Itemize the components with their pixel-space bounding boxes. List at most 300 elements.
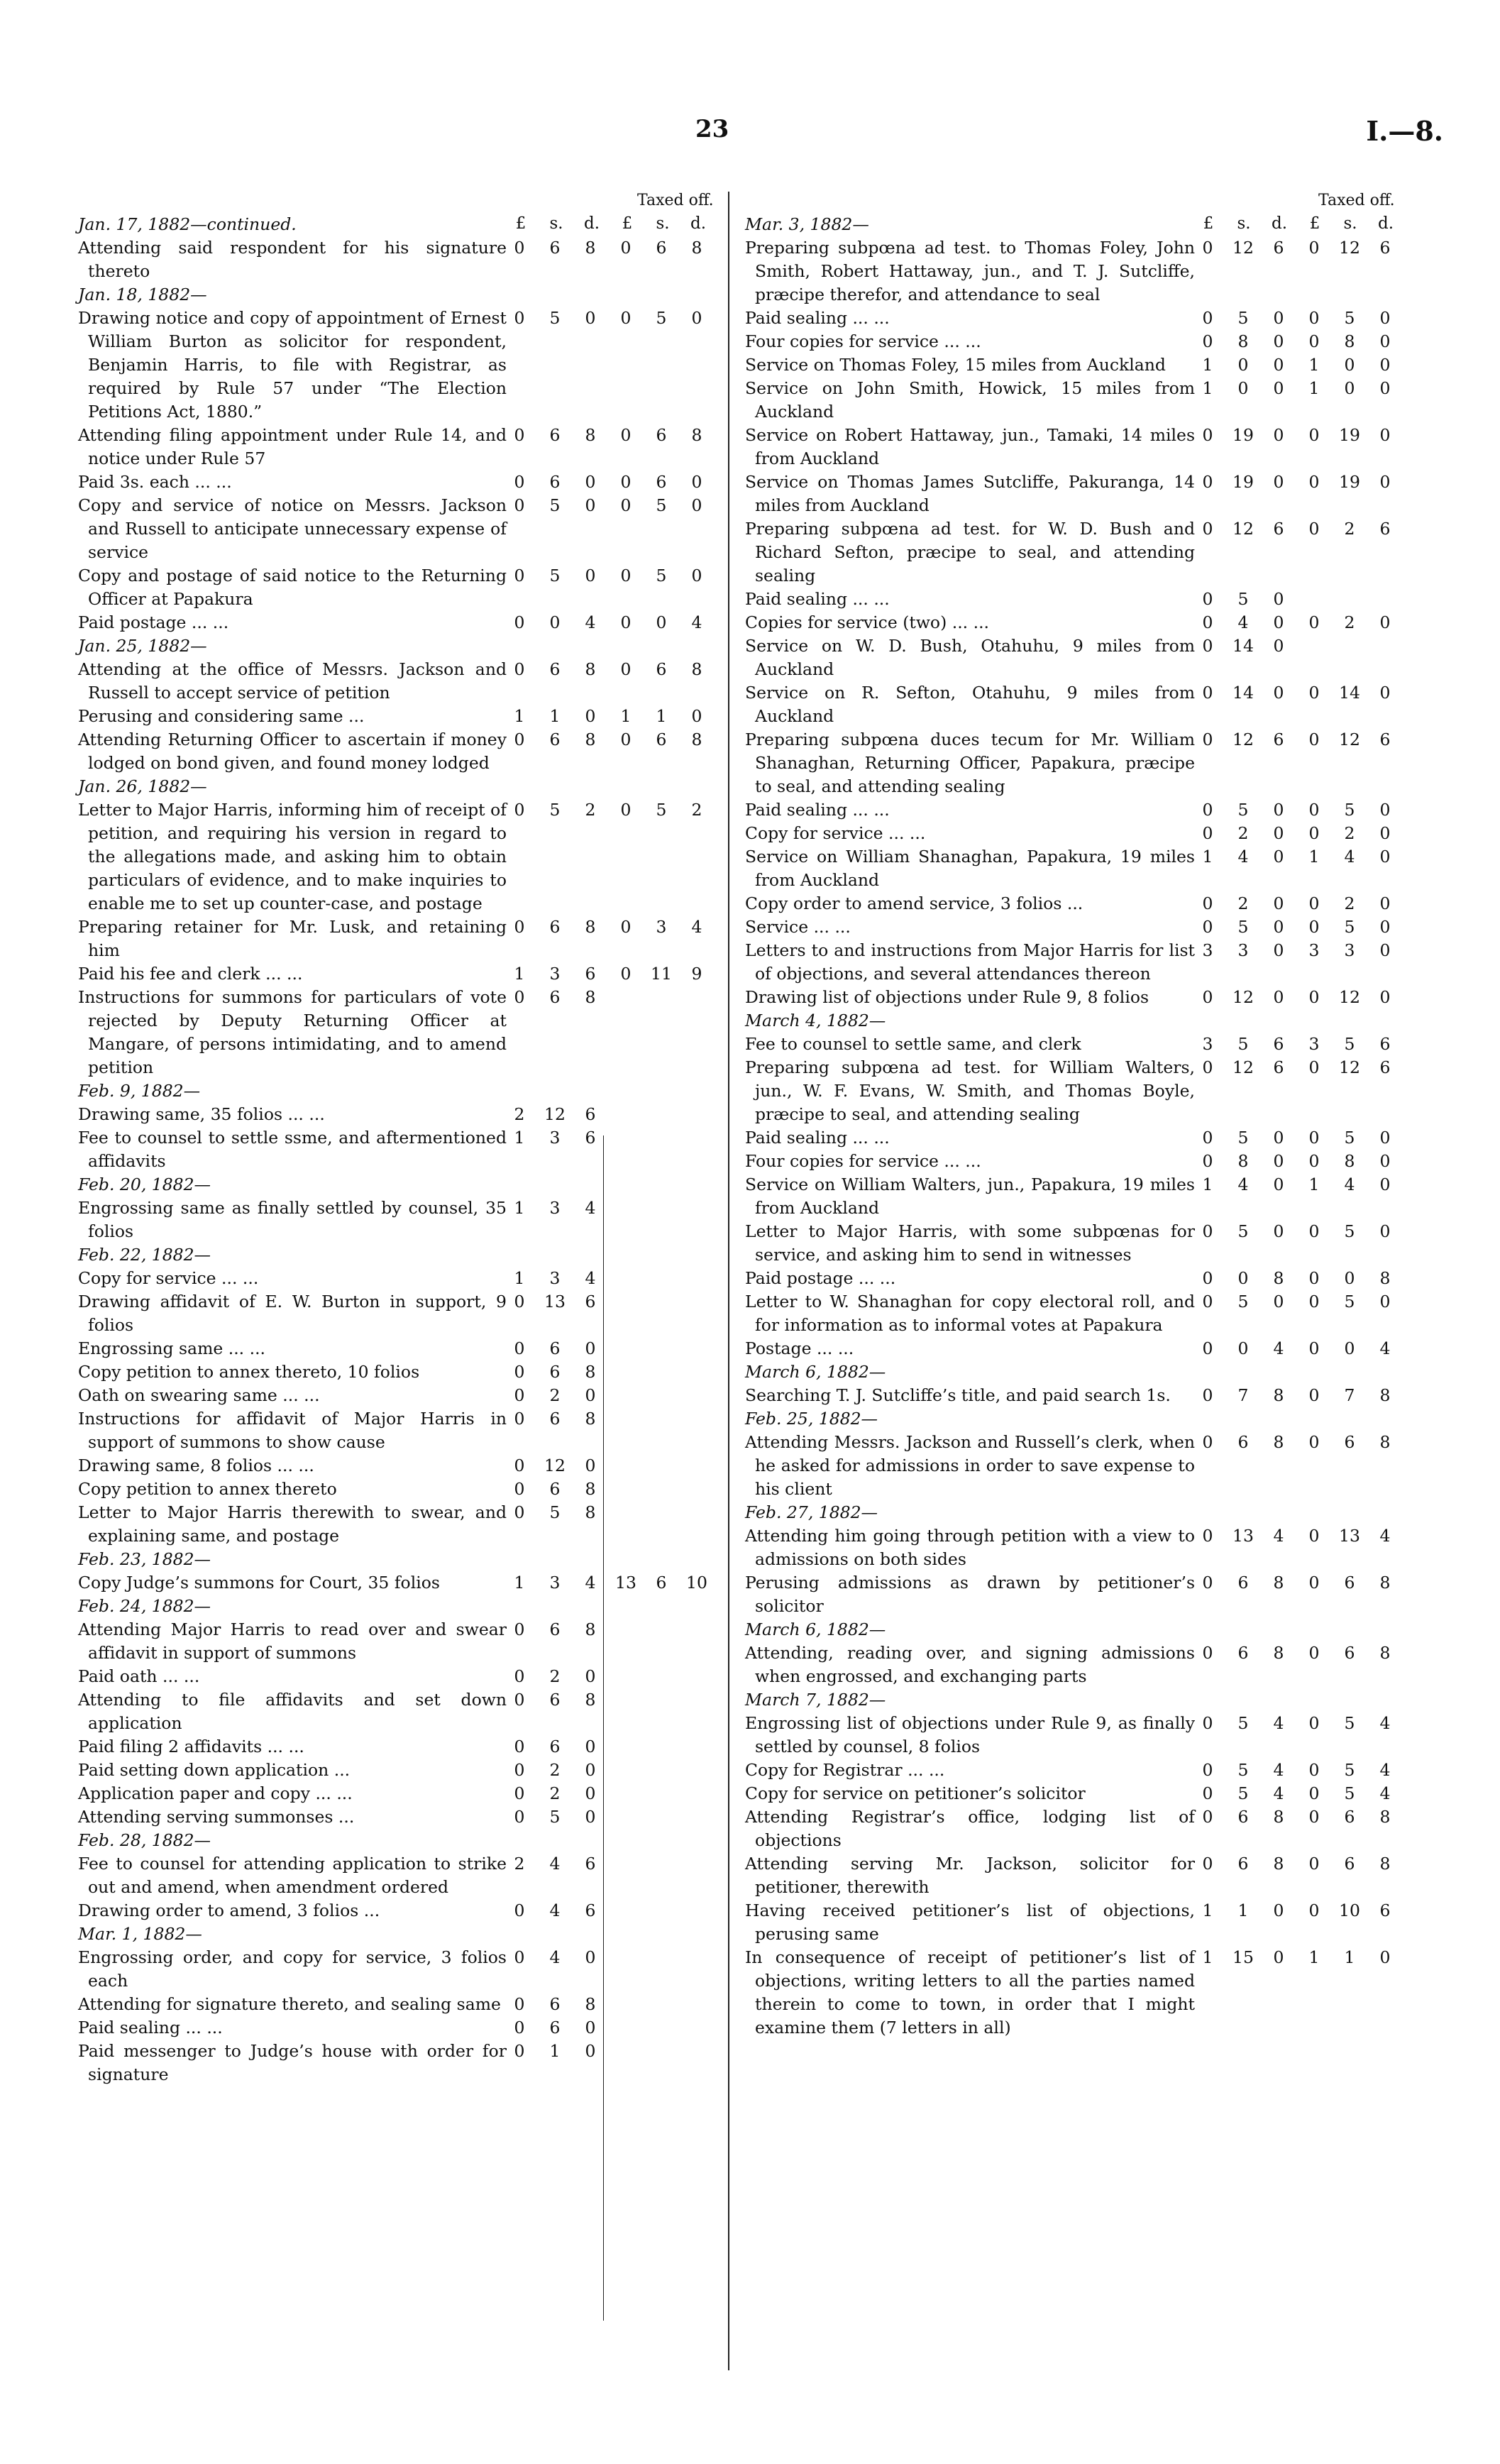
amount-shillings: 19 xyxy=(1232,425,1254,445)
entry-description: Paid messenger to Judge’s house with order for signature xyxy=(78,2041,507,2084)
entry-description: Having received petitioner’s list of objections, perusing same xyxy=(745,1901,1195,1944)
amount-pence: 0 xyxy=(1273,308,1284,328)
date-heading xyxy=(745,1407,1419,1431)
amount-pounds: 0 xyxy=(514,1666,525,1686)
entry-amounts xyxy=(1195,424,1408,447)
taxed-shillings: 4 xyxy=(1344,1175,1355,1194)
amount-pounds: 0 xyxy=(1202,1760,1213,1780)
amount-pence: 4 xyxy=(585,1573,596,1593)
amount-pounds: 1 xyxy=(514,1573,525,1593)
date-heading xyxy=(78,1595,717,1618)
entry-description: Engrossing order, and copy for service, 3 folios each xyxy=(78,1947,507,1991)
pound-heading: £ xyxy=(1309,214,1320,233)
taxed-shillings: 5 xyxy=(1344,1713,1355,1733)
taxed-pounds: 0 xyxy=(620,308,632,328)
taxed-shillings: 6 xyxy=(656,425,667,445)
taxed-shillings: 12 xyxy=(1339,238,1360,258)
taxed-pounds: 0 xyxy=(1308,1432,1320,1452)
ledger-entry xyxy=(745,892,1419,915)
entry-amounts xyxy=(1195,634,1408,658)
amount-pence: 6 xyxy=(585,1292,596,1311)
taxed-pounds: 1 xyxy=(1308,847,1320,867)
ledger-entry xyxy=(745,1173,1419,1220)
taxed-shillings: 3 xyxy=(1344,940,1355,960)
amount-shillings: 1 xyxy=(549,706,561,726)
entry-description: Copies for service (two) ... ... xyxy=(745,612,990,632)
entry-description: Fee to counsel to settle ssme, and aftermentioned affidavits xyxy=(78,1128,507,1171)
amount-pence: 0 xyxy=(1273,472,1284,492)
ledger-entry xyxy=(745,1946,1419,2040)
ledger-entry xyxy=(78,658,717,705)
amount-shillings: 6 xyxy=(549,1619,561,1639)
amount-pounds: 0 xyxy=(1202,893,1213,913)
amount-pounds: 0 xyxy=(1202,238,1213,258)
entry-description: Service on William Shanaghan, Papakura, 19 miles from Auckland xyxy=(745,847,1195,890)
amount-shillings: 5 xyxy=(1237,589,1249,609)
ledger-entry xyxy=(745,634,1419,681)
entry-description: Four copies for service ... ... xyxy=(745,1151,981,1171)
amount-shillings: 6 xyxy=(549,1338,561,1358)
amount-pounds: 0 xyxy=(1202,1385,1213,1405)
entry-amounts xyxy=(507,236,719,260)
shilling-heading: s. xyxy=(1237,214,1251,233)
taxed-pence: 8 xyxy=(1379,1807,1391,1827)
entry-amounts xyxy=(507,1993,719,2016)
amount-pounds: 0 xyxy=(514,800,525,820)
date-text: Feb. 24, 1882— xyxy=(78,1596,211,1616)
ledger-entry xyxy=(745,588,1419,611)
entry-description: Copy order to amend service, 3 folios ... xyxy=(745,893,1083,913)
ledger-entry xyxy=(745,353,1419,377)
entry-amounts xyxy=(1195,1431,1408,1454)
amount-shillings: 12 xyxy=(1232,987,1254,1007)
entry-description: Copy for service ... ... xyxy=(78,1268,259,1288)
date-text: March 6, 1882— xyxy=(745,1362,886,1382)
amount-shillings: 5 xyxy=(1237,1760,1249,1780)
taxed-pounds: 0 xyxy=(620,425,632,445)
ledger-entry xyxy=(745,1712,1419,1759)
taxed-off-heading-right: Taxed off. xyxy=(1318,192,1395,209)
entry-amounts xyxy=(1195,1033,1408,1056)
ledger-entry xyxy=(745,845,1419,892)
entry-amounts xyxy=(1195,1805,1408,1829)
amount-pence: 0 xyxy=(585,1456,596,1475)
taxed-shillings: 5 xyxy=(1344,917,1355,937)
entry-amounts xyxy=(507,1360,719,1384)
amount-pence: 0 xyxy=(585,2018,596,2037)
entry-description: Service on John Smith, Howick, 15 miles from Auckland xyxy=(745,378,1195,422)
taxed-pounds: 0 xyxy=(620,472,632,492)
taxed-shillings: 6 xyxy=(1344,1807,1355,1827)
entry-description: Copy Judge’s summons for Court, 35 folios xyxy=(78,1573,440,1593)
amount-shillings: 5 xyxy=(549,566,561,585)
entry-description: Paid sealing ... ... xyxy=(745,589,890,609)
taxed-pence: 0 xyxy=(1379,800,1391,820)
entry-description: Paid setting down application ... xyxy=(78,1760,351,1780)
amount-pounds: 0 xyxy=(1202,331,1213,351)
taxed-pence: 4 xyxy=(691,612,702,632)
taxed-shillings: 6 xyxy=(656,659,667,679)
entry-description: Letter to Major Harris, informing him of receipt of petition, and requiring his version in regard to the allegations made, and asking him to obtain particulars of evidence, and to make inquiries to enable me to set up counter-case, and postage xyxy=(78,800,507,913)
taxed-pounds: 0 xyxy=(1308,1760,1320,1780)
entry-amounts xyxy=(507,1946,719,1969)
entry-amounts xyxy=(507,1899,719,1923)
entry-description: Instructions for summons for particulars of vote rejected by Deputy Returning Officer at Mangare, of persons intimidating, and to amend petition xyxy=(78,987,507,1077)
page-number: 23 xyxy=(695,115,729,143)
amount-pence: 0 xyxy=(1273,378,1284,398)
entry-amounts xyxy=(1195,1337,1408,1360)
entry-amounts xyxy=(1195,681,1408,705)
entry-amounts xyxy=(1195,892,1408,915)
amount-pence: 0 xyxy=(585,1666,596,1686)
taxed-pence: 0 xyxy=(1379,940,1391,960)
amount-shillings: 5 xyxy=(549,495,561,515)
amount-pence: 0 xyxy=(1273,1947,1284,1967)
entry-amounts xyxy=(507,2016,719,2040)
taxed-shillings: 12 xyxy=(1339,987,1360,1007)
entry-amounts xyxy=(507,705,719,728)
date-text: Jan. 18, 1882— xyxy=(78,285,207,304)
taxed-shillings: 7 xyxy=(1344,1385,1355,1405)
amount-pence: 6 xyxy=(585,1128,596,1148)
entry-description: Preparing subpœna ad test. for W. D. Bush and Richard Sefton, præcipe to seal, and attending sealing xyxy=(745,519,1195,585)
entry-description: Attending said respondent for his signature thereto xyxy=(78,238,507,281)
entry-description: Attending Major Harris to read over and swear affidavit in support of summons xyxy=(78,1619,507,1663)
entry-amounts xyxy=(507,611,719,634)
ledger-entry xyxy=(745,1337,1419,1360)
taxed-pounds: 1 xyxy=(1308,1175,1320,1194)
amount-pence: 0 xyxy=(1273,425,1284,445)
amount-pence: 8 xyxy=(585,1502,596,1522)
taxed-pounds: 0 xyxy=(1308,917,1320,937)
entry-amounts xyxy=(507,1126,719,1150)
amount-pence: 0 xyxy=(585,1338,596,1358)
taxed-shillings: 5 xyxy=(1344,1034,1355,1054)
date-heading xyxy=(78,1079,717,1103)
taxed-pence: 2 xyxy=(691,800,702,820)
amount-pence: 8 xyxy=(585,987,596,1007)
amount-pounds: 0 xyxy=(514,1947,525,1967)
entry-amounts xyxy=(1195,1173,1408,1197)
ledger-entry xyxy=(78,1946,717,1993)
pence-heading: d. xyxy=(1271,214,1288,233)
entry-description: Service on William Walters, jun., Papakura, 19 miles from Auckland xyxy=(745,1175,1195,1218)
pence-heading: d. xyxy=(583,214,600,233)
amount-pence: 8 xyxy=(585,1690,596,1710)
taxed-pounds: 0 xyxy=(620,964,632,984)
entry-amounts xyxy=(507,2040,719,2063)
entry-amounts xyxy=(1195,915,1408,939)
taxed-shillings: 3 xyxy=(656,917,667,937)
entry-amounts xyxy=(1195,1267,1408,1290)
taxed-pounds: 3 xyxy=(1308,940,1320,960)
amount-pence: 0 xyxy=(1273,940,1284,960)
entry-amounts xyxy=(1195,1571,1408,1595)
entry-amounts xyxy=(507,1759,719,1782)
ledger-entry xyxy=(78,1571,717,1595)
entry-description: Service on Thomas James Sutcliffe, Pakuranga, 14 miles from Auckland xyxy=(745,472,1195,515)
taxed-pence: 4 xyxy=(691,917,702,937)
date-heading xyxy=(78,213,717,236)
amount-pounds: 0 xyxy=(514,1690,525,1710)
taxed-pence: 0 xyxy=(691,706,702,726)
entry-amounts xyxy=(507,1852,719,1876)
ledger-entry xyxy=(745,424,1419,471)
amount-pence: 0 xyxy=(585,495,596,515)
amount-pence: 4 xyxy=(1273,1713,1284,1733)
ledger-entry xyxy=(745,307,1419,330)
amount-shillings: 6 xyxy=(549,1994,561,2014)
amount-pounds: 0 xyxy=(1202,1128,1213,1148)
entry-description: Service on Robert Hattaway, jun., Tamaki, 14 miles from Auckland xyxy=(745,425,1195,468)
entry-description: Four copies for service ... ... xyxy=(745,331,981,351)
amount-shillings: 5 xyxy=(549,800,561,820)
amount-pounds: 0 xyxy=(1202,472,1213,492)
amount-pounds: 0 xyxy=(514,2041,525,2061)
amount-pence: 4 xyxy=(1273,1760,1284,1780)
amount-shillings: 13 xyxy=(1232,1526,1254,1546)
date-text: Feb. 22, 1882— xyxy=(78,1245,211,1265)
taxed-pounds: 0 xyxy=(1308,683,1320,703)
entry-amounts xyxy=(1195,353,1408,377)
amount-shillings: 0 xyxy=(1237,378,1249,398)
amount-shillings: 3 xyxy=(549,1268,561,1288)
taxed-pence: 0 xyxy=(1379,823,1391,843)
amount-shillings: 0 xyxy=(549,612,561,632)
amount-pounds: 2 xyxy=(514,1104,525,1124)
taxed-shillings: 5 xyxy=(1344,1221,1355,1241)
taxed-shillings: 2 xyxy=(1344,823,1355,843)
date-heading xyxy=(745,1360,1419,1384)
shilling-heading: s. xyxy=(1343,214,1357,233)
entry-amounts xyxy=(507,494,719,517)
taxed-pounds: 3 xyxy=(1308,1034,1320,1054)
amount-pence: 0 xyxy=(1273,917,1284,937)
amount-shillings: 6 xyxy=(549,917,561,937)
entry-description: Attending Messrs. Jackson and Russell’s clerk, when he asked for admissions in order to save expense to his client xyxy=(745,1432,1195,1499)
amount-pence: 0 xyxy=(585,1947,596,1967)
entry-description: Service on Thomas Foley, 15 miles from Auckland xyxy=(745,355,1166,375)
taxed-shillings: 10 xyxy=(1339,1901,1360,1920)
ledger-entry xyxy=(745,1759,1419,1782)
ledger-entry xyxy=(78,1805,717,1829)
amount-shillings: 4 xyxy=(549,1947,561,1967)
taxed-pounds: 0 xyxy=(1308,1128,1320,1148)
entry-amounts xyxy=(1195,939,1408,962)
entry-amounts xyxy=(507,1688,719,1712)
entry-description: Oath on swearing same ... ... xyxy=(78,1385,320,1405)
entry-description: Paid sealing ... ... xyxy=(78,2018,223,2037)
amount-shillings: 5 xyxy=(1237,800,1249,820)
entry-amounts xyxy=(1195,1712,1408,1735)
entry-amounts xyxy=(1195,1782,1408,1805)
amount-pence: 8 xyxy=(1273,1432,1284,1452)
amount-shillings: 6 xyxy=(549,425,561,445)
entry-description: Drawing same, 8 folios ... ... xyxy=(78,1456,314,1475)
amount-pence: 8 xyxy=(585,659,596,679)
amount-pounds: 0 xyxy=(1202,425,1213,445)
amount-pounds: 0 xyxy=(1202,1526,1213,1546)
taxed-shillings: 6 xyxy=(1344,1643,1355,1663)
date-heading xyxy=(745,1009,1419,1033)
taxed-pounds: 0 xyxy=(1308,308,1320,328)
amount-shillings: 5 xyxy=(1237,308,1249,328)
entry-description: Copy for Registrar ... ... xyxy=(745,1760,945,1780)
shilling-heading: s. xyxy=(549,214,563,233)
amount-shillings: 12 xyxy=(544,1456,566,1475)
amount-shillings: 14 xyxy=(1232,683,1254,703)
amount-pence: 0 xyxy=(1273,636,1284,656)
entry-description: Paid sealing ... ... xyxy=(745,308,890,328)
entry-amounts xyxy=(507,1805,719,1829)
entry-amounts xyxy=(1195,1946,1408,1969)
entry-description: Engrossing same as finally settled by counsel, 35 folios xyxy=(78,1198,507,1241)
amount-pounds: 0 xyxy=(1202,519,1213,539)
taxed-shillings: 5 xyxy=(656,308,667,328)
date-heading xyxy=(78,634,717,658)
taxed-pence: 0 xyxy=(1379,893,1391,913)
entry-description: Service on W. D. Bush, Otahuhu, 9 miles from Auckland xyxy=(745,636,1195,679)
taxed-pounds: 1 xyxy=(620,706,632,726)
taxed-shillings: 12 xyxy=(1339,730,1360,749)
amount-shillings: 19 xyxy=(1232,472,1254,492)
taxed-shillings: 0 xyxy=(1344,1268,1355,1288)
taxed-pounds: 0 xyxy=(1308,800,1320,820)
taxed-pence: 4 xyxy=(1379,1338,1391,1358)
amount-pence: 6 xyxy=(585,964,596,984)
amount-pence: 8 xyxy=(1273,1643,1284,1663)
amount-pence: 6 xyxy=(1273,1034,1284,1054)
date-heading xyxy=(745,213,1419,236)
taxed-pence: 0 xyxy=(1379,917,1391,937)
taxed-shillings: 6 xyxy=(656,1573,667,1593)
amount-pounds: 0 xyxy=(514,987,525,1007)
taxed-pence: 4 xyxy=(1379,1713,1391,1733)
amount-shillings: 1 xyxy=(549,2041,561,2061)
date-text: Feb. 28, 1882— xyxy=(78,1830,211,1850)
entry-description: Perusing and considering same ... xyxy=(78,706,365,726)
amount-pence: 8 xyxy=(585,730,596,749)
entry-description: Paid postage ... ... xyxy=(78,612,229,632)
ledger-entry xyxy=(745,1033,1419,1056)
taxed-pounds: 0 xyxy=(1308,238,1320,258)
amount-shillings: 13 xyxy=(544,1292,566,1311)
taxed-pounds: 0 xyxy=(1308,1643,1320,1663)
amount-shillings: 1 xyxy=(1237,1901,1249,1920)
taxed-shillings: 6 xyxy=(656,730,667,749)
pound-heading: £ xyxy=(515,214,526,233)
taxed-pounds: 0 xyxy=(620,917,632,937)
date-heading xyxy=(78,1548,717,1571)
taxed-pounds: 1 xyxy=(1308,1947,1320,1967)
amount-pence: 0 xyxy=(585,472,596,492)
amount-pounds: 0 xyxy=(1202,589,1213,609)
date-heading xyxy=(745,1501,1419,1524)
date-text: Feb. 20, 1882— xyxy=(78,1175,211,1194)
entry-description: Attending at the office of Messrs. Jackson and Russell to accept service of petition xyxy=(78,659,507,703)
entry-amounts xyxy=(1195,1899,1408,1923)
entry-amounts xyxy=(1195,798,1408,822)
taxed-pounds: 1 xyxy=(1308,378,1320,398)
entry-amounts xyxy=(1195,1384,1408,1407)
amount-pence: 0 xyxy=(585,706,596,726)
entry-description: Drawing list of objections under Rule 9, 8 folios xyxy=(745,987,1149,1007)
entry-amounts xyxy=(507,307,719,330)
taxed-pence: 8 xyxy=(691,238,702,258)
ledger-entry xyxy=(78,1759,717,1782)
taxed-pence: 0 xyxy=(1379,1221,1391,1241)
ledger-entry xyxy=(78,1454,717,1478)
taxed-pounds: 0 xyxy=(620,659,632,679)
ledger-entry xyxy=(78,1290,717,1337)
ledger-entry xyxy=(745,986,1419,1009)
amount-pence: 8 xyxy=(1273,1268,1284,1288)
amount-pence: 0 xyxy=(585,1385,596,1405)
ledger-entry xyxy=(745,681,1419,728)
entry-amounts xyxy=(507,1782,719,1805)
amount-pounds: 0 xyxy=(514,1737,525,1756)
entry-amounts xyxy=(507,728,719,752)
amount-pence: 8 xyxy=(585,1362,596,1382)
entry-description: Preparing retainer for Mr. Lusk, and retaining him xyxy=(78,917,507,960)
amount-pence: 0 xyxy=(1273,589,1284,609)
pence-heading: d. xyxy=(690,214,707,233)
entry-amounts xyxy=(507,1571,719,1595)
taxed-pounds: 0 xyxy=(1308,1573,1320,1593)
taxed-shillings: 6 xyxy=(1344,1854,1355,1874)
amount-pounds: 0 xyxy=(1202,1292,1213,1311)
ledger-entry xyxy=(745,1782,1419,1805)
taxed-pounds: 0 xyxy=(1308,1268,1320,1288)
ledger-entry xyxy=(78,1735,717,1759)
taxed-pounds: 0 xyxy=(1308,1713,1320,1733)
ledger-entry xyxy=(745,1384,1419,1407)
taxed-pence: 0 xyxy=(1379,378,1391,398)
ledger-entry xyxy=(745,1899,1419,1946)
amount-pence: 8 xyxy=(1273,1854,1284,1874)
ledger-entry xyxy=(78,962,717,986)
ledger-entry xyxy=(745,1805,1419,1852)
amount-pence: 6 xyxy=(585,1104,596,1124)
amount-shillings: 5 xyxy=(1237,1292,1249,1311)
ledger-entry xyxy=(78,236,717,283)
taxed-pounds: 0 xyxy=(1308,1292,1320,1311)
taxed-shillings: 6 xyxy=(1344,1573,1355,1593)
ledger-entry xyxy=(78,611,717,634)
amount-pence: 2 xyxy=(585,800,596,820)
amount-pence: 0 xyxy=(1273,1175,1284,1194)
amount-pounds: 0 xyxy=(1202,1573,1213,1593)
amount-shillings: 12 xyxy=(544,1104,566,1124)
amount-pounds: 0 xyxy=(514,472,525,492)
taxed-pence: 8 xyxy=(1379,1643,1391,1663)
taxed-shillings: 5 xyxy=(656,566,667,585)
entry-description: Instructions for affidavit of Major Harris in support of summons to show cause xyxy=(78,1409,507,1452)
amount-pounds: 0 xyxy=(514,659,525,679)
amount-pounds: 0 xyxy=(514,1385,525,1405)
entry-description: Copy and service of notice on Messrs. Jackson and Russell to anticipate unnecessary expense of service xyxy=(78,495,507,562)
amount-pounds: 0 xyxy=(514,1783,525,1803)
taxed-pounds: 0 xyxy=(1308,612,1320,632)
taxed-off-heading-left: Taxed off. xyxy=(637,192,714,209)
amount-pence: 6 xyxy=(585,1854,596,1874)
column-divider xyxy=(728,192,729,2370)
taxed-pounds: 1 xyxy=(1308,355,1320,375)
taxed-pence: 4 xyxy=(1379,1526,1391,1546)
taxed-shillings: 0 xyxy=(1344,355,1355,375)
taxed-pounds: 0 xyxy=(1308,1854,1320,1874)
taxed-pence: 0 xyxy=(1379,1175,1391,1194)
